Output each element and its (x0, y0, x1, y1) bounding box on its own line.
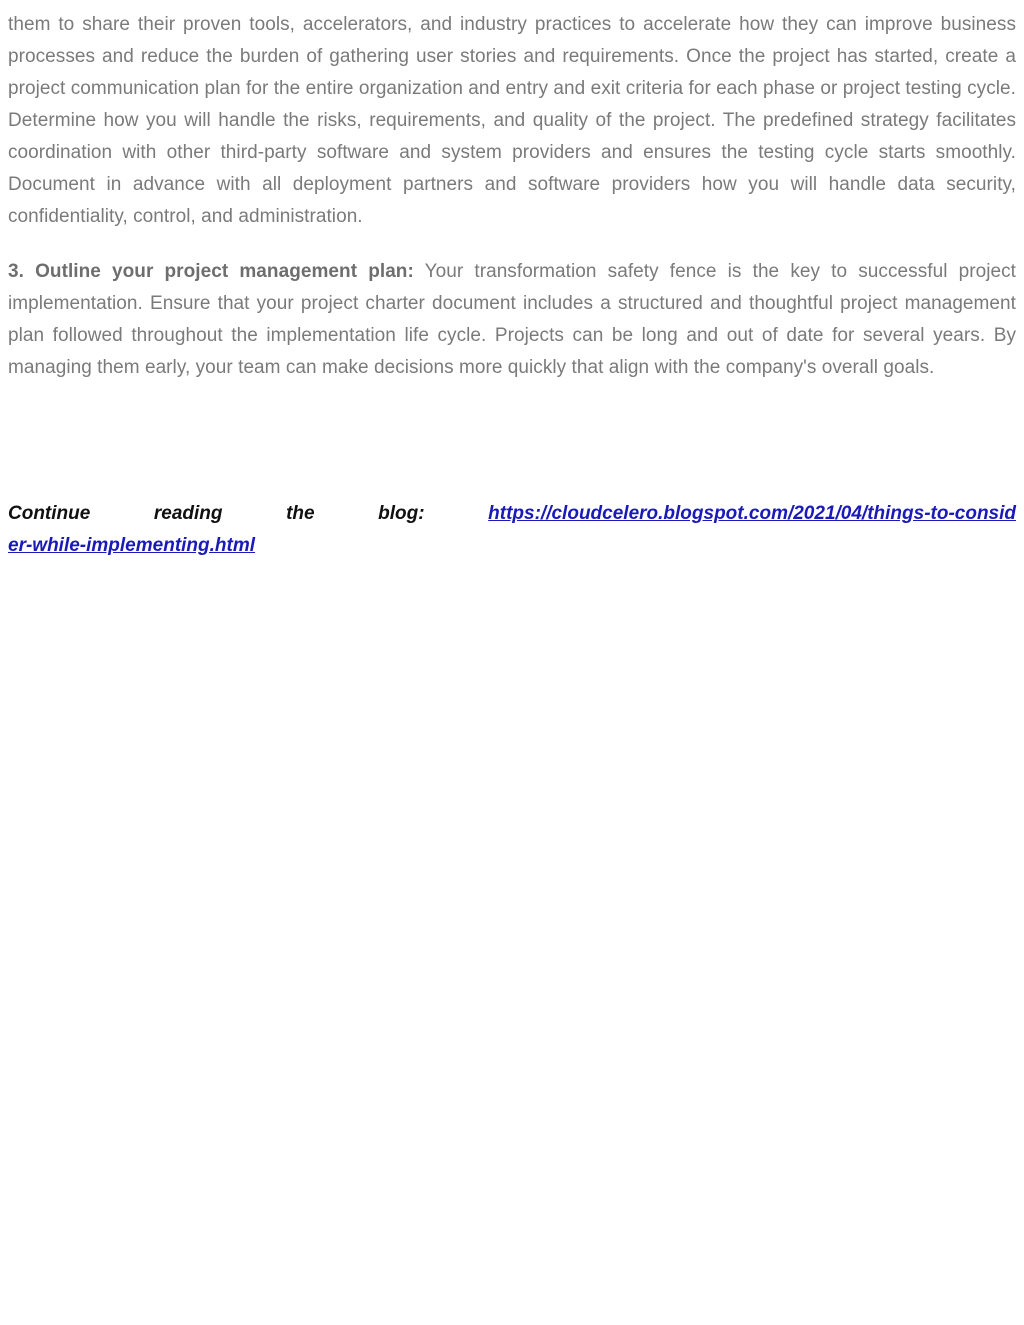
paragraph-section-3 (8, 256, 1016, 384)
continue-reading-label: Continue reading the blog: (8, 503, 425, 524)
section-3-body: Your transformation safety fence is the key to successful project implementation. Ensure that your project charter document includes a structured and thoughtful project management plan followed throughout the implementation life cycle. Projects can be long and out of date for several years. By managing them early, your team can make decisions more quickly that align with the company's overall goals. (8, 261, 1016, 378)
blog-link[interactable]: https://cloudcelero.blogspot.com/2021/04/things-to-consider-while-implementing.html (8, 503, 1017, 556)
section-3-heading: 3. Outline your project management plan: (8, 261, 414, 282)
document-body (8, 9, 1016, 384)
paragraph-intro: them to share their proven tools, accelerators, and industry practices to accelerate how they can improve business processes and reduce the burden of gathering user stories and requirements. Once the project has started, create a project communication plan for the entire organization and entry and exit criteria for each phase or project testing cycle. Determine how you will handle the risks, requirements, and quality of the project. The predefined strategy facilitates coordination with other third-party software and system providers and ensures the testing cycle starts smoothly. Document in advance with all deployment partners and software providers how you will handle data security, confidentiality, control, and administration. (8, 14, 1016, 227)
continue-reading (8, 498, 1016, 562)
